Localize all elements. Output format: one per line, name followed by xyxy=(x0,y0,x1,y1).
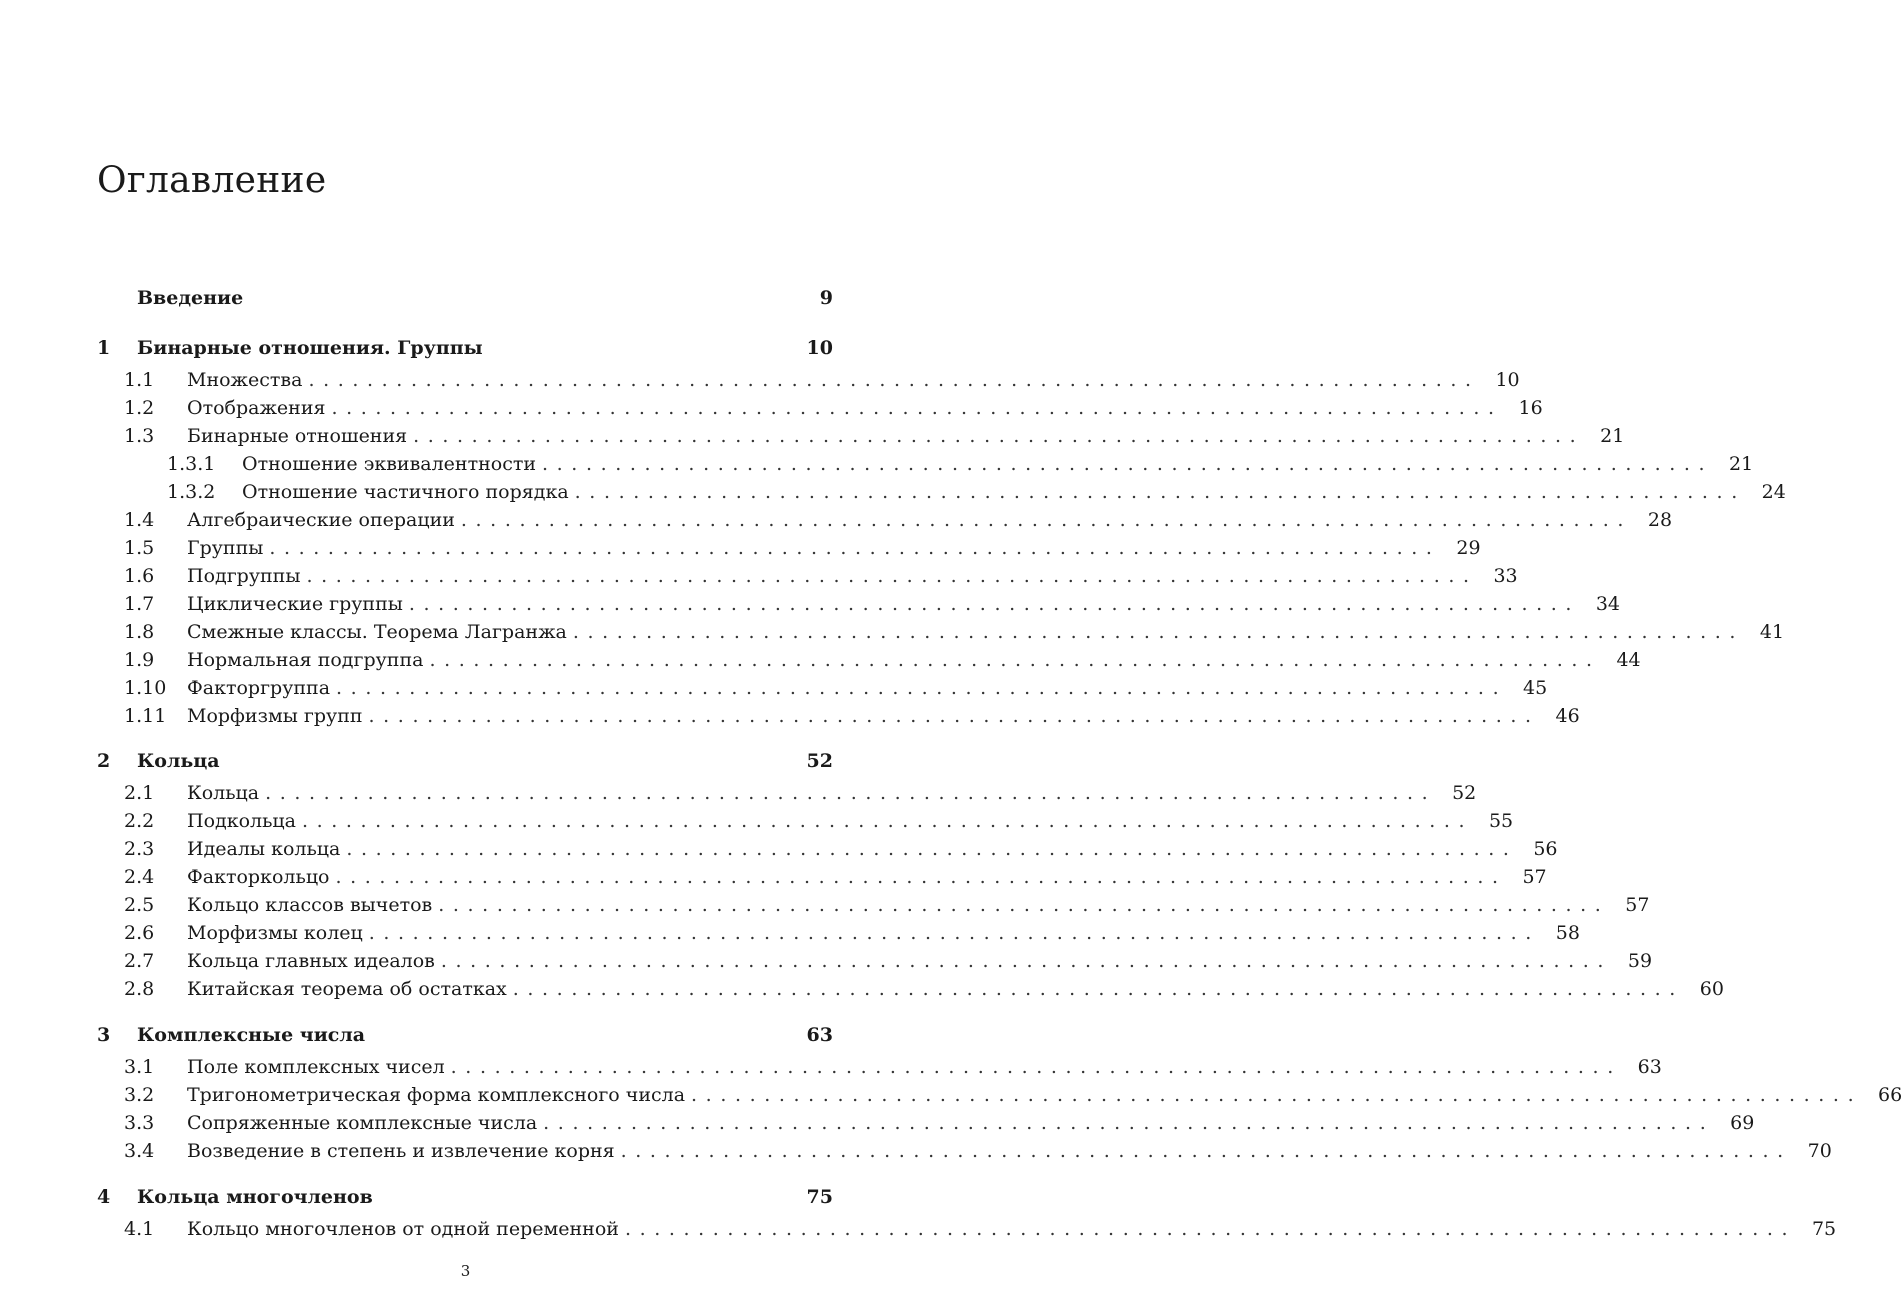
toc-entry-number: 3.2 xyxy=(124,1084,155,1106)
toc-entry-number: 2.7 xyxy=(124,950,155,972)
toc-entry-number: 1.3 xyxy=(124,425,155,447)
toc-dot-leader: ................................................................................ xyxy=(331,397,1503,419)
toc-entry-title: Кольца многочленов xyxy=(137,1186,373,1208)
toc-section-entry[interactable] xyxy=(97,394,1543,422)
toc-dot-leader: ................................................................................ xyxy=(543,1112,1715,1134)
toc-chapter-entry[interactable] xyxy=(97,334,833,366)
toc-section-entry[interactable] xyxy=(97,702,1580,730)
toc-entry-title: Бинарные отношения. Группы xyxy=(137,337,483,359)
toc-entry-page: 10 xyxy=(1495,369,1520,391)
toc-dot-leader: ................................................................................ xyxy=(265,782,1437,804)
toc-entry-page: 44 xyxy=(1616,649,1641,671)
toc-dot-leader: ................................................................................ xyxy=(336,677,1508,699)
toc-entry-title: Бинарные отношения xyxy=(187,425,408,447)
toc-entry-number: 2 xyxy=(97,750,111,772)
toc-entry-title: Комплексные числа xyxy=(137,1024,366,1046)
toc-entry-page: 46 xyxy=(1555,705,1580,727)
toc-entry-page: 57 xyxy=(1625,894,1650,916)
toc-entry-number: 1.1 xyxy=(124,369,155,391)
toc-entry-title: Введение xyxy=(137,287,244,309)
toc-entry-number: 2.5 xyxy=(124,894,155,916)
toc-entry-number: 1.3.1 xyxy=(167,453,216,475)
toc-entry-number: 1.4 xyxy=(124,509,155,531)
toc-dot-leader: ................................................................................ xyxy=(460,509,1633,531)
toc-entry-number: 2.4 xyxy=(124,866,155,888)
toc-dot-leader: ................................................................................ xyxy=(574,481,1746,503)
toc-chapter-entry[interactable] xyxy=(97,1021,833,1053)
toc-dot-leader: ................................................................................ xyxy=(335,866,1507,888)
toc-entry-number: 1.3.2 xyxy=(167,481,216,503)
toc-entry-page: 56 xyxy=(1533,838,1558,860)
toc-entry-title: Циклические группы xyxy=(187,593,403,615)
toc-section-entry[interactable] xyxy=(97,891,1650,919)
toc-dot-leader: ................................................................................ xyxy=(438,894,1610,916)
toc-entry-title: Кольцо классов вычетов xyxy=(187,894,433,916)
toc-entry-title: Морфизмы колец xyxy=(187,922,363,944)
toc-entry-page: 60 xyxy=(1699,978,1724,1000)
toc-entry-title: Тригонометрическая форма комплексного числа xyxy=(187,1084,686,1106)
toc-entry-number: 3 xyxy=(97,1024,111,1046)
toc-entry-title: Идеалы кольца xyxy=(187,838,341,860)
toc-entry-title: Алгебраические операции xyxy=(187,509,455,531)
toc-entry-page: 52 xyxy=(806,750,833,772)
toc-entry-page: 9 xyxy=(819,287,833,309)
toc-entry-number: 1.6 xyxy=(124,565,155,587)
toc-dot-leader: ................................................................................ xyxy=(368,705,1540,727)
toc-dot-leader: ................................................................................ xyxy=(346,838,1518,860)
toc-section-entry[interactable] xyxy=(97,646,1641,674)
toc-entry-page: 10 xyxy=(806,337,833,359)
toc-dot-leader: ................................................................................ xyxy=(429,649,1601,671)
toc-section-entry[interactable] xyxy=(97,975,1724,1003)
toc-section-entry[interactable] xyxy=(97,947,1653,975)
toc-dot-leader: ................................................................................ xyxy=(269,537,1441,559)
toc-section-entry[interactable] xyxy=(97,506,1673,534)
toc-entry-title: Морфизмы групп xyxy=(187,705,363,727)
toc-entry-page: 21 xyxy=(1600,425,1625,447)
page-title: Оглавление xyxy=(97,160,327,201)
toc-section-entry[interactable] xyxy=(97,618,1785,646)
toc-entry-page: 24 xyxy=(1761,481,1786,503)
toc-entry-title: Кольца xyxy=(137,750,220,772)
toc-entry-title: Подгруппы xyxy=(187,565,301,587)
toc-entry-number: 2.2 xyxy=(124,810,155,832)
toc-entry-number: 1.5 xyxy=(124,537,155,559)
toc-dot-leader: ................................................................................ xyxy=(440,950,1613,972)
toc-entry-number: 3.1 xyxy=(124,1056,155,1078)
toc-dot-leader: ................................................................................ xyxy=(308,369,1480,391)
toc-entry-title: Нормальная подгруппа xyxy=(187,649,424,671)
toc-section-entry[interactable] xyxy=(97,534,1481,562)
toc-entry-number: 1.9 xyxy=(124,649,155,671)
toc-section-entry[interactable] xyxy=(97,807,1514,835)
toc-entry-title: Отношение эквивалентности xyxy=(242,453,537,475)
toc-entry-page: 75 xyxy=(806,1186,833,1208)
toc-entry-number: 1.8 xyxy=(124,621,155,643)
toc-section-entry[interactable] xyxy=(97,562,1518,590)
toc-entry-page: 63 xyxy=(806,1024,833,1046)
toc-subsection-entry[interactable] xyxy=(97,478,1786,506)
toc-section-entry[interactable] xyxy=(97,422,1625,450)
toc-entry-title: Группы xyxy=(187,537,264,559)
toc-entry-page: 69 xyxy=(1730,1112,1755,1134)
toc-entry-number: 3.3 xyxy=(124,1112,155,1134)
toc-entry-title: Отображения xyxy=(187,397,326,419)
toc-section-entry[interactable] xyxy=(97,919,1580,947)
toc-section-entry[interactable] xyxy=(97,863,1547,891)
toc-dot-leader: ................................................................................ xyxy=(413,425,1585,447)
toc-section-entry[interactable] xyxy=(97,590,1621,618)
toc-dot-leader: ................................................................................ xyxy=(408,593,1581,615)
toc-entry-title: Множества xyxy=(187,369,303,391)
toc-dot-leader: ................................................................................ xyxy=(620,1140,1792,1162)
toc-section-entry[interactable] xyxy=(97,779,1477,807)
toc-entry-page: 29 xyxy=(1456,537,1481,559)
toc-entry-title: Китайская теорема об остатках xyxy=(187,978,507,1000)
toc-entry-title: Поле комплексных чисел xyxy=(187,1056,445,1078)
toc-chapter-entry[interactable] xyxy=(97,284,833,316)
toc-entry-number: 1.10 xyxy=(124,677,167,699)
toc-entry-number: 1.2 xyxy=(124,397,155,419)
toc-section-entry[interactable] xyxy=(97,674,1548,702)
toc-entry-title: Смежные классы. Теорема Лагранжа xyxy=(187,621,567,643)
toc-dot-leader: ................................................................................ xyxy=(306,565,1478,587)
toc-entry-number: 2.1 xyxy=(124,782,155,804)
toc-entry-number: 4 xyxy=(97,1186,111,1208)
toc-entry-page: 41 xyxy=(1759,621,1785,643)
toc-entry-title: Подкольца xyxy=(187,810,296,832)
toc-dot-leader: ................................................................................ xyxy=(572,621,1745,643)
toc-entry-page: 28 xyxy=(1647,509,1673,531)
toc-section-entry[interactable] xyxy=(97,366,1520,394)
toc-entry-title: Кольца xyxy=(187,782,260,804)
toc-entry-page: 57 xyxy=(1522,866,1547,888)
toc-dot-leader: ................................................................................ xyxy=(512,978,1684,1000)
toc-entry-number: 3.4 xyxy=(124,1140,155,1162)
toc-dot-leader: ................................................................................ xyxy=(542,453,1714,475)
toc-entry-page: 66 xyxy=(1878,1084,1902,1106)
toc-section-entry[interactable] xyxy=(97,835,1558,863)
toc-section-entry[interactable] xyxy=(97,1081,1902,1109)
toc-section-entry[interactable] xyxy=(97,1137,1832,1165)
toc-entry-title: Кольцо многочленов от одной переменной xyxy=(187,1218,619,1240)
toc-entry-page: 58 xyxy=(1555,922,1580,944)
toc-dot-leader: ................................................................................ xyxy=(368,922,1540,944)
toc-dot-leader: ................................................................................ xyxy=(691,1084,1863,1106)
toc-entry-number: 2.8 xyxy=(124,978,155,1000)
toc-entry-number: 1.7 xyxy=(124,593,155,615)
toc-entry-number: 1.11 xyxy=(124,705,167,727)
toc-chapter-entry[interactable] xyxy=(97,1183,833,1215)
toc-chapter-entry[interactable] xyxy=(97,747,833,779)
toc-entry-page: 59 xyxy=(1627,950,1653,972)
toc-dot-leader: ................................................................................ xyxy=(624,1218,1797,1240)
toc-entry-number: 2.6 xyxy=(124,922,155,944)
toc-entry-page: 70 xyxy=(1807,1140,1832,1162)
toc-entry-title: Факторгруппа xyxy=(187,677,331,699)
toc-entry-page: 33 xyxy=(1493,565,1518,587)
toc-entry-page: 16 xyxy=(1518,397,1543,419)
toc-entry-number: 4.1 xyxy=(124,1218,155,1240)
toc-entry-page: 63 xyxy=(1637,1056,1662,1078)
toc-section-entry[interactable] xyxy=(97,1053,1662,1081)
toc-entry-page: 21 xyxy=(1729,453,1754,475)
toc-dot-leader: ................................................................................ xyxy=(450,1056,1622,1078)
toc-entry-page: 45 xyxy=(1523,677,1548,699)
toc-entry-number: 1 xyxy=(97,337,111,359)
toc-entry-title: Кольца главных идеалов xyxy=(187,950,435,972)
page-number: 3 xyxy=(460,1262,471,1280)
table-of-contents xyxy=(97,284,1902,1243)
toc-entry-page: 34 xyxy=(1595,593,1621,615)
toc-section-entry[interactable] xyxy=(97,1215,1837,1243)
toc-dot-leader: ................................................................................ xyxy=(301,810,1474,832)
toc-entry-page: 75 xyxy=(1811,1218,1837,1240)
toc-entry-title: Сопряженные комплексные числа xyxy=(187,1112,538,1134)
toc-entry-title: Возведение в степень и извлечение корня xyxy=(187,1140,615,1162)
toc-entry-title: Факторкольцо xyxy=(187,866,330,888)
toc-entry-page: 52 xyxy=(1452,782,1477,804)
toc-entry-page: 55 xyxy=(1488,810,1514,832)
toc-section-entry[interactable] xyxy=(97,1109,1755,1137)
toc-entry-title: Отношение частичного порядка xyxy=(242,481,569,503)
toc-subsection-entry[interactable] xyxy=(97,450,1754,478)
toc-entry-number: 2.3 xyxy=(124,838,155,860)
